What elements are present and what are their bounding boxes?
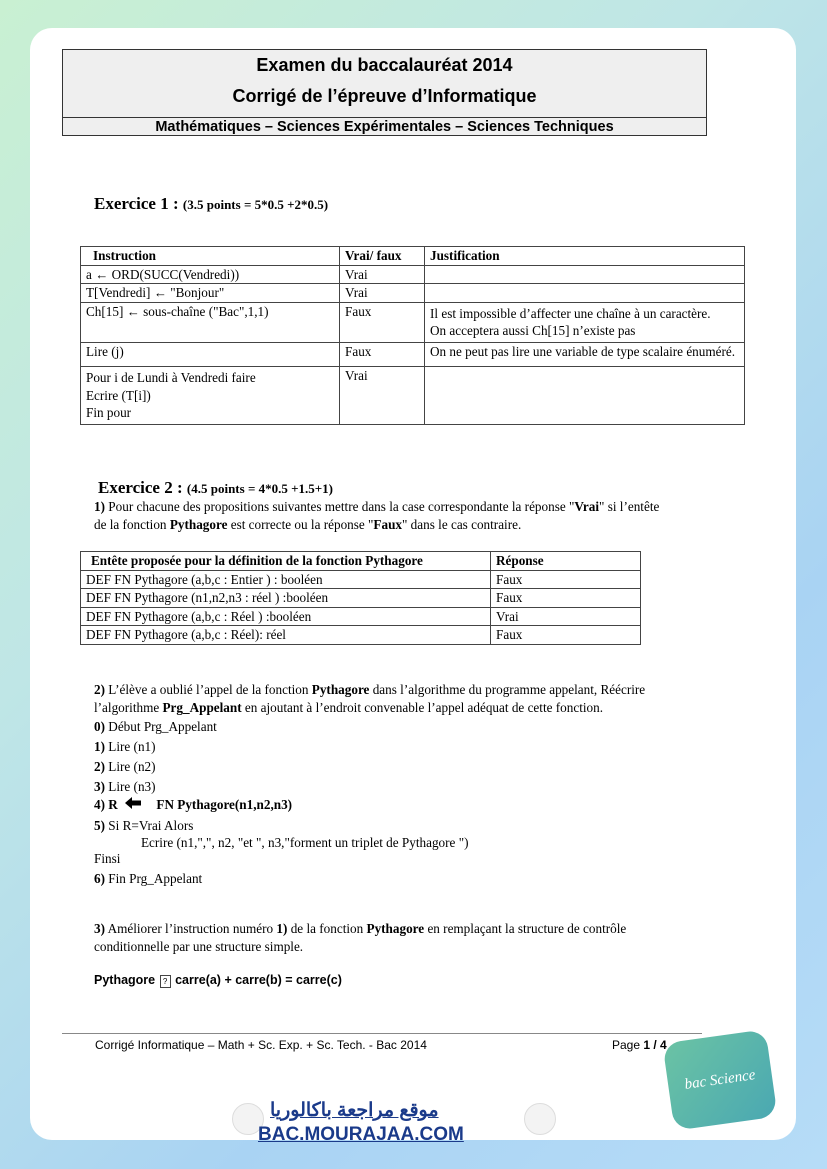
justification-text: Il est impossible d’affecter une chaîne à un caractère.: [430, 305, 711, 321]
header-sections: Mathématiques – Sciences Expérimentales – Sciences Techniques: [63, 117, 706, 137]
q-text: L’élève a oublié l’appel de la fonction: [105, 682, 312, 697]
left-arrow-icon: [125, 797, 141, 813]
q-text: Pour chacune des propositions suivantes mettre dans la case correspondante la réponse ": [108, 499, 575, 514]
q-keyword: Pythagore: [311, 682, 370, 697]
ex2-q3: [94, 920, 734, 956]
table-row: [81, 367, 745, 425]
q-number: 3): [94, 921, 105, 936]
algo-num: 3): [94, 779, 105, 794]
bac-science-logo: bac Science: [662, 1029, 777, 1131]
algo-num: 1): [94, 739, 105, 754]
table-header-row: [81, 552, 641, 571]
answer-cell: Vrai: [340, 265, 425, 284]
ex1-heading: [94, 194, 328, 214]
footer-text: Corrigé Informatique – Math + Sc. Exp. + Sc. Tech. - Bac 2014: [95, 1038, 427, 1052]
algo-num: 0): [94, 719, 105, 734]
page-number: [612, 1038, 667, 1052]
algo-text: Début Prg_Appelant: [105, 719, 217, 734]
algo-line: [94, 797, 292, 813]
justification-note: On acceptera aussi Ch[15] n’existe pas: [430, 323, 636, 338]
algo-text: Lire (n1): [105, 739, 156, 754]
justification-cell: [425, 367, 745, 425]
col-vrai-faux: Vrai/ faux: [340, 247, 425, 266]
q-text: Améliorer l’instruction numéro: [105, 921, 277, 936]
table-row: [81, 589, 641, 608]
loop-line: Ecrire (T[i]): [86, 387, 151, 403]
table-row: [81, 342, 745, 367]
ex2-heading: [98, 478, 333, 498]
ex2-q1: [94, 498, 734, 534]
site-name-arabic[interactable]: موقع مراجعة باكالوريا: [270, 1100, 439, 1121]
q-text: dans l’algorithme du programme appelant, Réécrire: [369, 682, 646, 697]
q-text: de la fonction: [94, 517, 170, 532]
q-keyword: 1): [276, 921, 288, 936]
q-text: est correcte ou la réponse ": [227, 517, 374, 532]
col-justification: Justification: [425, 247, 745, 266]
q-number: 2): [94, 682, 105, 697]
reponse-cell: Faux: [491, 626, 641, 645]
answer-cell: Vrai: [340, 367, 425, 425]
footer-rule: [62, 1033, 702, 1034]
header-title: Examen du baccalauréat 2014: [256, 55, 513, 75]
table-header-row: [81, 247, 745, 266]
ex2-table: [80, 551, 641, 645]
algo-num: 5): [94, 818, 105, 833]
table-row: [81, 284, 745, 303]
answer-cell: Vrai: [340, 284, 425, 303]
loop-line: Fin pour: [86, 405, 132, 420]
justification-cell: [425, 302, 745, 342]
q-text: " dans le cas contraire.: [402, 517, 522, 532]
reponse-cell: Faux: [491, 589, 641, 608]
instruction-cell: T[Vendredi] ← "Bonjour": [81, 284, 340, 303]
algo-line: [94, 871, 202, 887]
justification-text: On ne peut pas lire une variable de type scalaire énuméré.: [430, 343, 736, 359]
algo-text: Ecrire (n1,",", n2, "et ", n3,"forment un triplet de Pythagore "): [141, 835, 469, 850]
col-reponse: Réponse: [491, 552, 641, 571]
q-text: conditionnelle par une structure simple.: [94, 939, 304, 954]
table-row: [81, 265, 745, 284]
col-entete: Entête proposée pour la définition de la fonction Pythagore: [81, 552, 491, 571]
q-keyword: Pythagore: [169, 517, 228, 532]
algo-line: [94, 818, 193, 834]
page-value: 1 / 4: [643, 1038, 667, 1052]
justification-cell: [425, 342, 745, 367]
ex2-q2: [94, 681, 734, 717]
q-keyword: Prg_Appelant: [162, 700, 242, 715]
justification-cell: [425, 284, 745, 303]
algo-text: Lire (n2): [105, 759, 156, 774]
q3-answer: [94, 973, 342, 988]
q-text: de la fonction: [287, 921, 367, 936]
algo-text: Si R=Vrai Alors: [105, 818, 194, 833]
algo-num: 6): [94, 871, 105, 886]
instruction-cell: [81, 367, 340, 425]
ex2-title: Exercice 2 :: [98, 478, 183, 497]
algo-text: FN Pythagore(n1,n2,n3): [156, 797, 293, 812]
table-row: [81, 607, 641, 626]
q-text: l’algorithme: [94, 700, 163, 715]
algo-num: 2): [94, 759, 105, 774]
instruction-cell: Lire (j): [81, 342, 340, 367]
col-instruction: Instruction: [81, 247, 340, 266]
justification-cell: [425, 265, 745, 284]
instruction-cell: Ch[15] ← sous-chaîne ("Bac",1,1): [81, 302, 340, 342]
algo-line: [141, 835, 468, 851]
instruction-cell: a ← ORD(SUCC(Vendredi)): [81, 265, 340, 284]
ex1-points: (3.5 points = 5*0.5 +2*0.5): [182, 197, 329, 212]
ex1-table: [80, 246, 745, 425]
entete-cell: DEF FN Pythagore (n1,n2,n3 : réel ) :booléen: [81, 589, 491, 608]
header-subtitle: Corrigé de l’épreuve d’Informatique: [232, 86, 537, 106]
q-text: en remplaçant la structure de contrôle: [424, 921, 627, 936]
q-keyword: Vrai: [574, 499, 600, 514]
reponse-cell: Vrai: [491, 607, 641, 626]
algo-num: 4) R: [94, 797, 118, 812]
algo-text: Fin Prg_Appelant: [105, 871, 203, 886]
site-logo-right-icon: [524, 1103, 556, 1135]
q-text: en ajoutant à l’endroit convenable l’appel adéquat de cette fonction.: [241, 700, 604, 715]
page-label: Page: [612, 1038, 644, 1052]
answer-text: carre(a) + carre(b) = carre(c): [175, 973, 342, 987]
algo-line: [94, 759, 156, 775]
answer-text: Pythagore: [94, 973, 156, 987]
answer-cell: Faux: [340, 342, 425, 367]
algo-line: [94, 851, 120, 867]
answer-cell: Faux: [340, 302, 425, 342]
exam-header: [62, 49, 707, 136]
table-row: [81, 302, 745, 342]
algo-line: [94, 739, 156, 755]
reponse-cell: Faux: [491, 570, 641, 589]
site-domain-link[interactable]: BAC.MOURAJAA.COM: [258, 1124, 464, 1145]
loop-line: Pour i de Lundi à Vendredi faire: [86, 370, 256, 385]
missing-glyph-icon: ?: [160, 975, 171, 988]
algo-line: [94, 779, 156, 795]
ex2-points: (4.5 points = 4*0.5 +1.5+1): [186, 481, 333, 496]
algo-line: [94, 719, 217, 735]
q-keyword: Pythagore: [366, 921, 425, 936]
algo-text: Finsi: [94, 851, 121, 866]
entete-cell: DEF FN Pythagore (a,b,c : Réel ) :booléen: [81, 607, 491, 626]
table-row: [81, 626, 641, 645]
table-row: [81, 570, 641, 589]
entete-cell: DEF FN Pythagore (a,b,c : Entier ) : booléen: [81, 570, 491, 589]
algo-text: Lire (n3): [105, 779, 156, 794]
ex1-title: Exercice 1 :: [94, 194, 179, 213]
q-number: 1): [94, 499, 105, 514]
q-text: " si l’entête: [599, 499, 660, 514]
q-keyword: Faux: [373, 517, 402, 532]
entete-cell: DEF FN Pythagore (a,b,c : Réel): réel: [81, 626, 491, 645]
